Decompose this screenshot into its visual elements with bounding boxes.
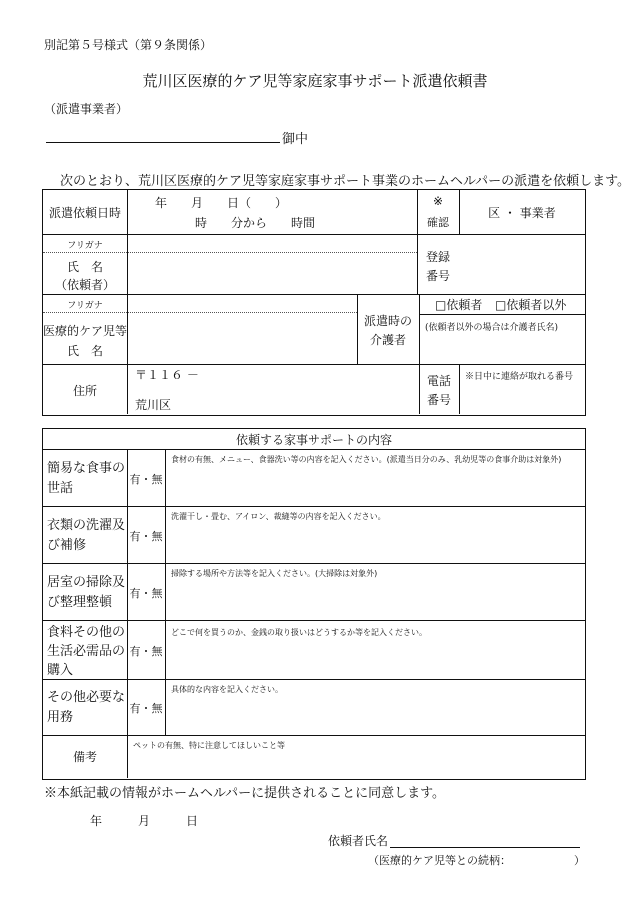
child-name-field[interactable] [129,314,355,362]
dispatch-provider-label: （派遣事業者） [44,102,129,116]
requester-name-field[interactable] [129,254,415,292]
yes-no-cleaning[interactable]: 有・無 [129,587,163,600]
check-label: 確認 [427,216,449,229]
request-time-field[interactable]: 時 分から 時間 [195,216,316,230]
requester-signature-line[interactable] [390,847,580,848]
check-mark: ※ [432,194,444,208]
caregiver-label-2: 介護者 [369,333,406,347]
registration-number-label: 番号 [425,269,450,283]
support-label-shopping: 食料その他の生活必需品の購入 [47,625,126,678]
yes-no-other[interactable]: 有・無 [129,702,163,715]
support-note-shopping: どこで何を買うのか、金銭の取り扱いはどうするか等を記入ください。 [171,628,427,637]
relation-label: （医療的ケア児等との続柄： [368,854,511,867]
yes-no-meals[interactable]: 有・無 [129,473,163,486]
postal-code-field[interactable]: 〒１１６ － [135,368,199,382]
datetime-label: 派遣依頼日時 [48,205,121,220]
request-table [42,189,586,416]
ward-text: 荒川区 [135,398,172,412]
remarks-note: ペットの有無、特に注意してほしいこと等 [133,741,285,750]
signature-date-field[interactable]: 年 月 日 [90,814,199,828]
consent-text: ※本紙記載の情報がホームヘルパーに提供されることに同意します。 [44,786,446,801]
support-note-meals: 食材の有無、メニュー、食器洗い等の内容を記入ください。(派遣当日分のみ、乳幼児等の食事介助は対象外) [171,455,562,464]
registration-label: 登録 [425,250,450,264]
requester-name-label: 依頼者氏名 [328,834,389,848]
name-label: 氏 名 [66,260,103,274]
form-number: 別記第５号様式（第９条関係） [44,38,213,52]
phone-number-label: 番号 [426,393,451,407]
support-label-laundry: 衣類の洗濯及び補修 [47,518,126,553]
support-table-header: 依頼する家事サポートの内容 [235,433,392,447]
requester-furigana-field[interactable] [129,236,415,251]
child-name-label: 氏 名 [66,344,103,358]
relation-close: ） [574,854,585,867]
support-table [42,428,586,780]
address-label: 住所 [72,384,97,398]
support-label-cleaning: 居室の掃除及び整理整頓 [47,575,126,610]
caregiver-option-requester[interactable]: □依頼者 [435,298,483,312]
phone-label: 電話 [426,374,451,388]
caregiver-note: (依頼者以外の場合は介護者氏名) [425,323,559,333]
intro-text: 次のとおり、荒川区医療的ケア児等家庭家事サポート事業のホームヘルパーの派遣を依頼します。 [60,174,630,189]
provider-name-line[interactable] [46,142,280,143]
caregiver-label: 派遣時の [363,314,412,328]
child-label: 医療的ケア児等 [43,324,128,338]
support-note-laundry: 洗濯干し・畳む、アイロン、裁縫等の内容を記入ください。 [171,512,386,521]
support-note-other: 具体的な内容を記入ください。 [171,685,283,694]
furigana-label: フリガナ [67,241,103,251]
yes-no-shopping[interactable]: 有・無 [129,645,163,658]
request-date-field[interactable]: 年 月 日（ ） [155,196,288,210]
phone-note: ※日中に連絡が取れる番号 [465,372,574,382]
registration-number-field[interactable] [461,236,583,292]
yes-no-laundry[interactable]: 有・無 [129,530,163,543]
support-label-meals: 簡易な食事の世話 [47,461,126,496]
caregiver-option-other[interactable]: □依頼者以外 [495,298,567,312]
support-label-other: その他必要な用務 [47,690,126,725]
furigana-label-2: フリガナ [67,301,103,311]
addressee-suffix: 御中 [282,132,309,147]
remarks-label: 備考 [72,750,97,764]
office-label: 区 ・ 事業者 [488,206,556,220]
requester-label: （依頼者） [54,278,115,292]
support-note-cleaning: 掃除する場所や方法等を記入ください。(大掃除は対象外) [171,569,378,578]
page-title: 荒川区医療的ケア児等家庭家事サポート派遣依頼書 [142,72,488,90]
